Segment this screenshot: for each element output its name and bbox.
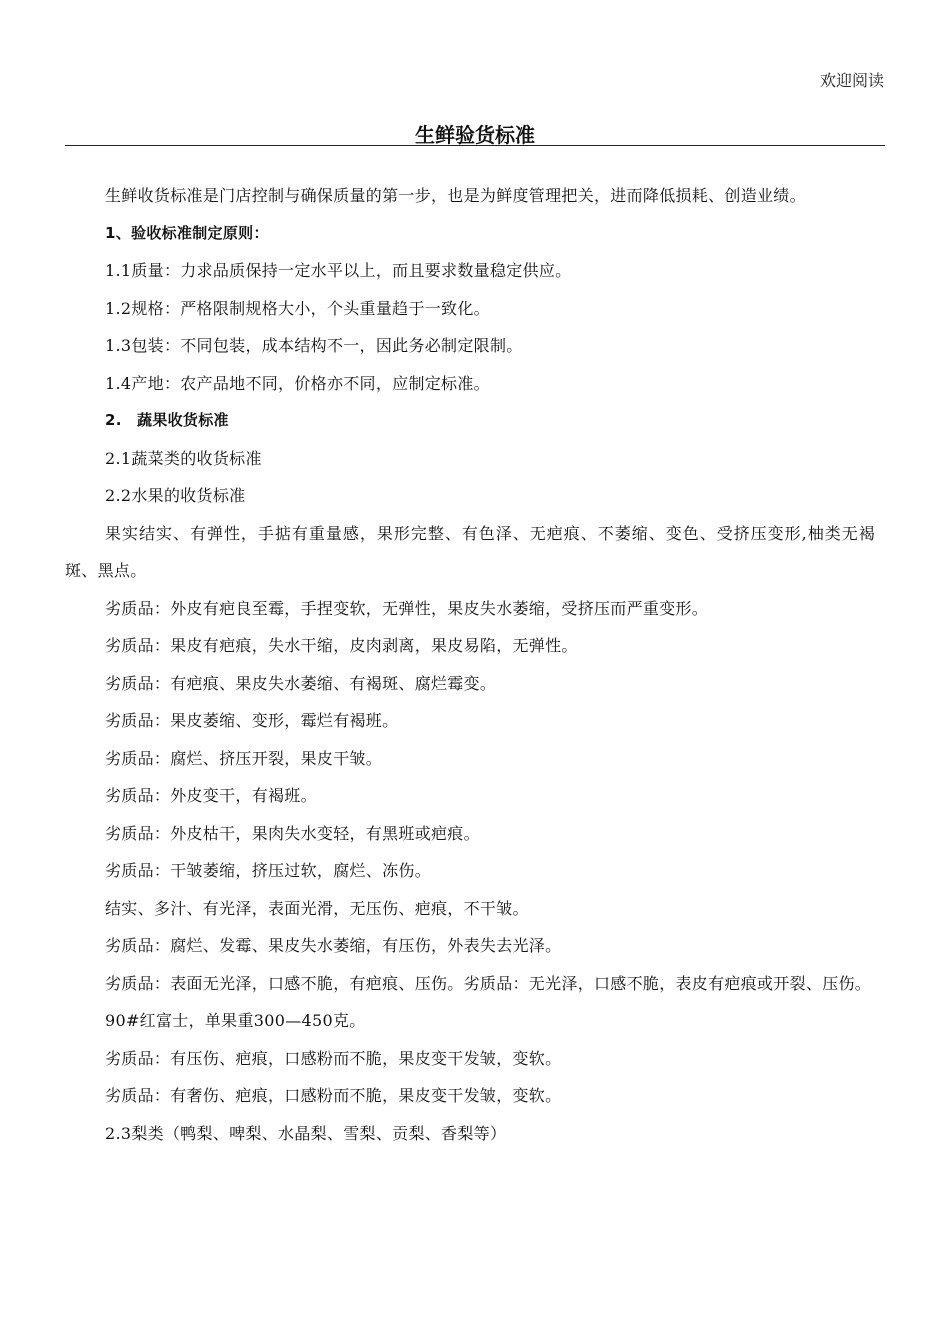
paragraph: 劣质品：有奢伤、疤痕，口感粉而不脆，果皮变干发皱，变软。 (105, 1086, 562, 1105)
header-note: 欢迎阅读 (819, 71, 884, 90)
paragraph: 2.2水果的收货标准 (105, 486, 246, 505)
section-heading: 2. 蔬果收货标准 (105, 411, 229, 429)
title-divider (65, 145, 885, 146)
paragraph: 劣质品：腐烂、挤压开裂，果皮干皱。 (105, 748, 383, 768)
paragraph: 1.1质量：力求品质保持一定水平以上，而且要求数量稳定供应。 (105, 261, 572, 280)
paragraph: 2.1蔬菜类的收货标准 (105, 448, 262, 468)
paragraph: 1.3包装：不同包装，成本结构不一，因此务必制定限制。 (105, 336, 523, 355)
paragraph: 1.4产地：农产品地不同，价格亦不同，应制定标准。 (105, 373, 490, 393)
document-title: 生鲜验货标准 (415, 123, 535, 147)
paragraph: 劣质品：外皮枯干，果肉失水变轻，有黑班或疤痕。 (105, 823, 480, 843)
section-heading: 1、验收标准制定原则： (105, 223, 269, 242)
paragraph: 劣质品：有压伤、疤痕，口感粉而不脆，果皮变干发皱，变软。 (105, 1048, 562, 1068)
paragraph: 劣质品：表面无光泽，口感不脆，有疤痕、压伤。劣质品：无光泽，口感不脆，表皮有疤痕或开裂、压伤。 (105, 973, 872, 993)
paragraph: 劣质品：有疤痕、果皮失水萎缩、有褐斑、腐烂霉变。 (105, 673, 497, 693)
paragraph: 2.3梨类（鸭梨、啤梨、水晶梨、雪梨、贡梨、香梨等） (105, 1123, 507, 1143)
paragraph: 1.2规格：严格限制规格大小，个头重量趋于一致化。 (105, 298, 490, 318)
paragraph: 劣质品：外皮变干，有褐班。 (105, 786, 317, 805)
paragraph: 结实、多汁、有光泽，表面光滑，无压伤、疤痕，不干皱。 (105, 898, 529, 918)
paragraph: 劣质品：果皮萎缩、变形，霉烂有褐班。 (105, 711, 399, 730)
paragraph: 90#红富士，单果重300—450克。 (105, 1011, 366, 1030)
intro-paragraph: 生鲜收货标准是门店控制与确保质量的第一步，也是为鲜度管理把关，进而降低损耗、创造业绩。 (105, 186, 806, 205)
paragraph: 劣质品：外皮有疤良至霉，手捏变软，无弹性，果皮失水萎缩，受挤压而严重变形。 (105, 598, 709, 618)
paragraph: 果实结实、有弹性，手掂有重量感，果形完整、有色泽、无疤痕、不萎缩、变色、受挤压变形,柚类无褐斑、黑点。 (65, 523, 875, 580)
paragraph: 劣质品：果皮有疤痕，失水干缩，皮肉剥离，果皮易陷，无弹性。 (105, 636, 578, 655)
paragraph: 劣质品：腐烂、发霉、果皮失水萎缩，有压伤，外表失去光泽。 (105, 936, 562, 955)
document-body (65, 177, 875, 1152)
paragraph: 劣质品：干皱萎缩，挤压过软，腐烂、冻伤。 (105, 861, 432, 880)
